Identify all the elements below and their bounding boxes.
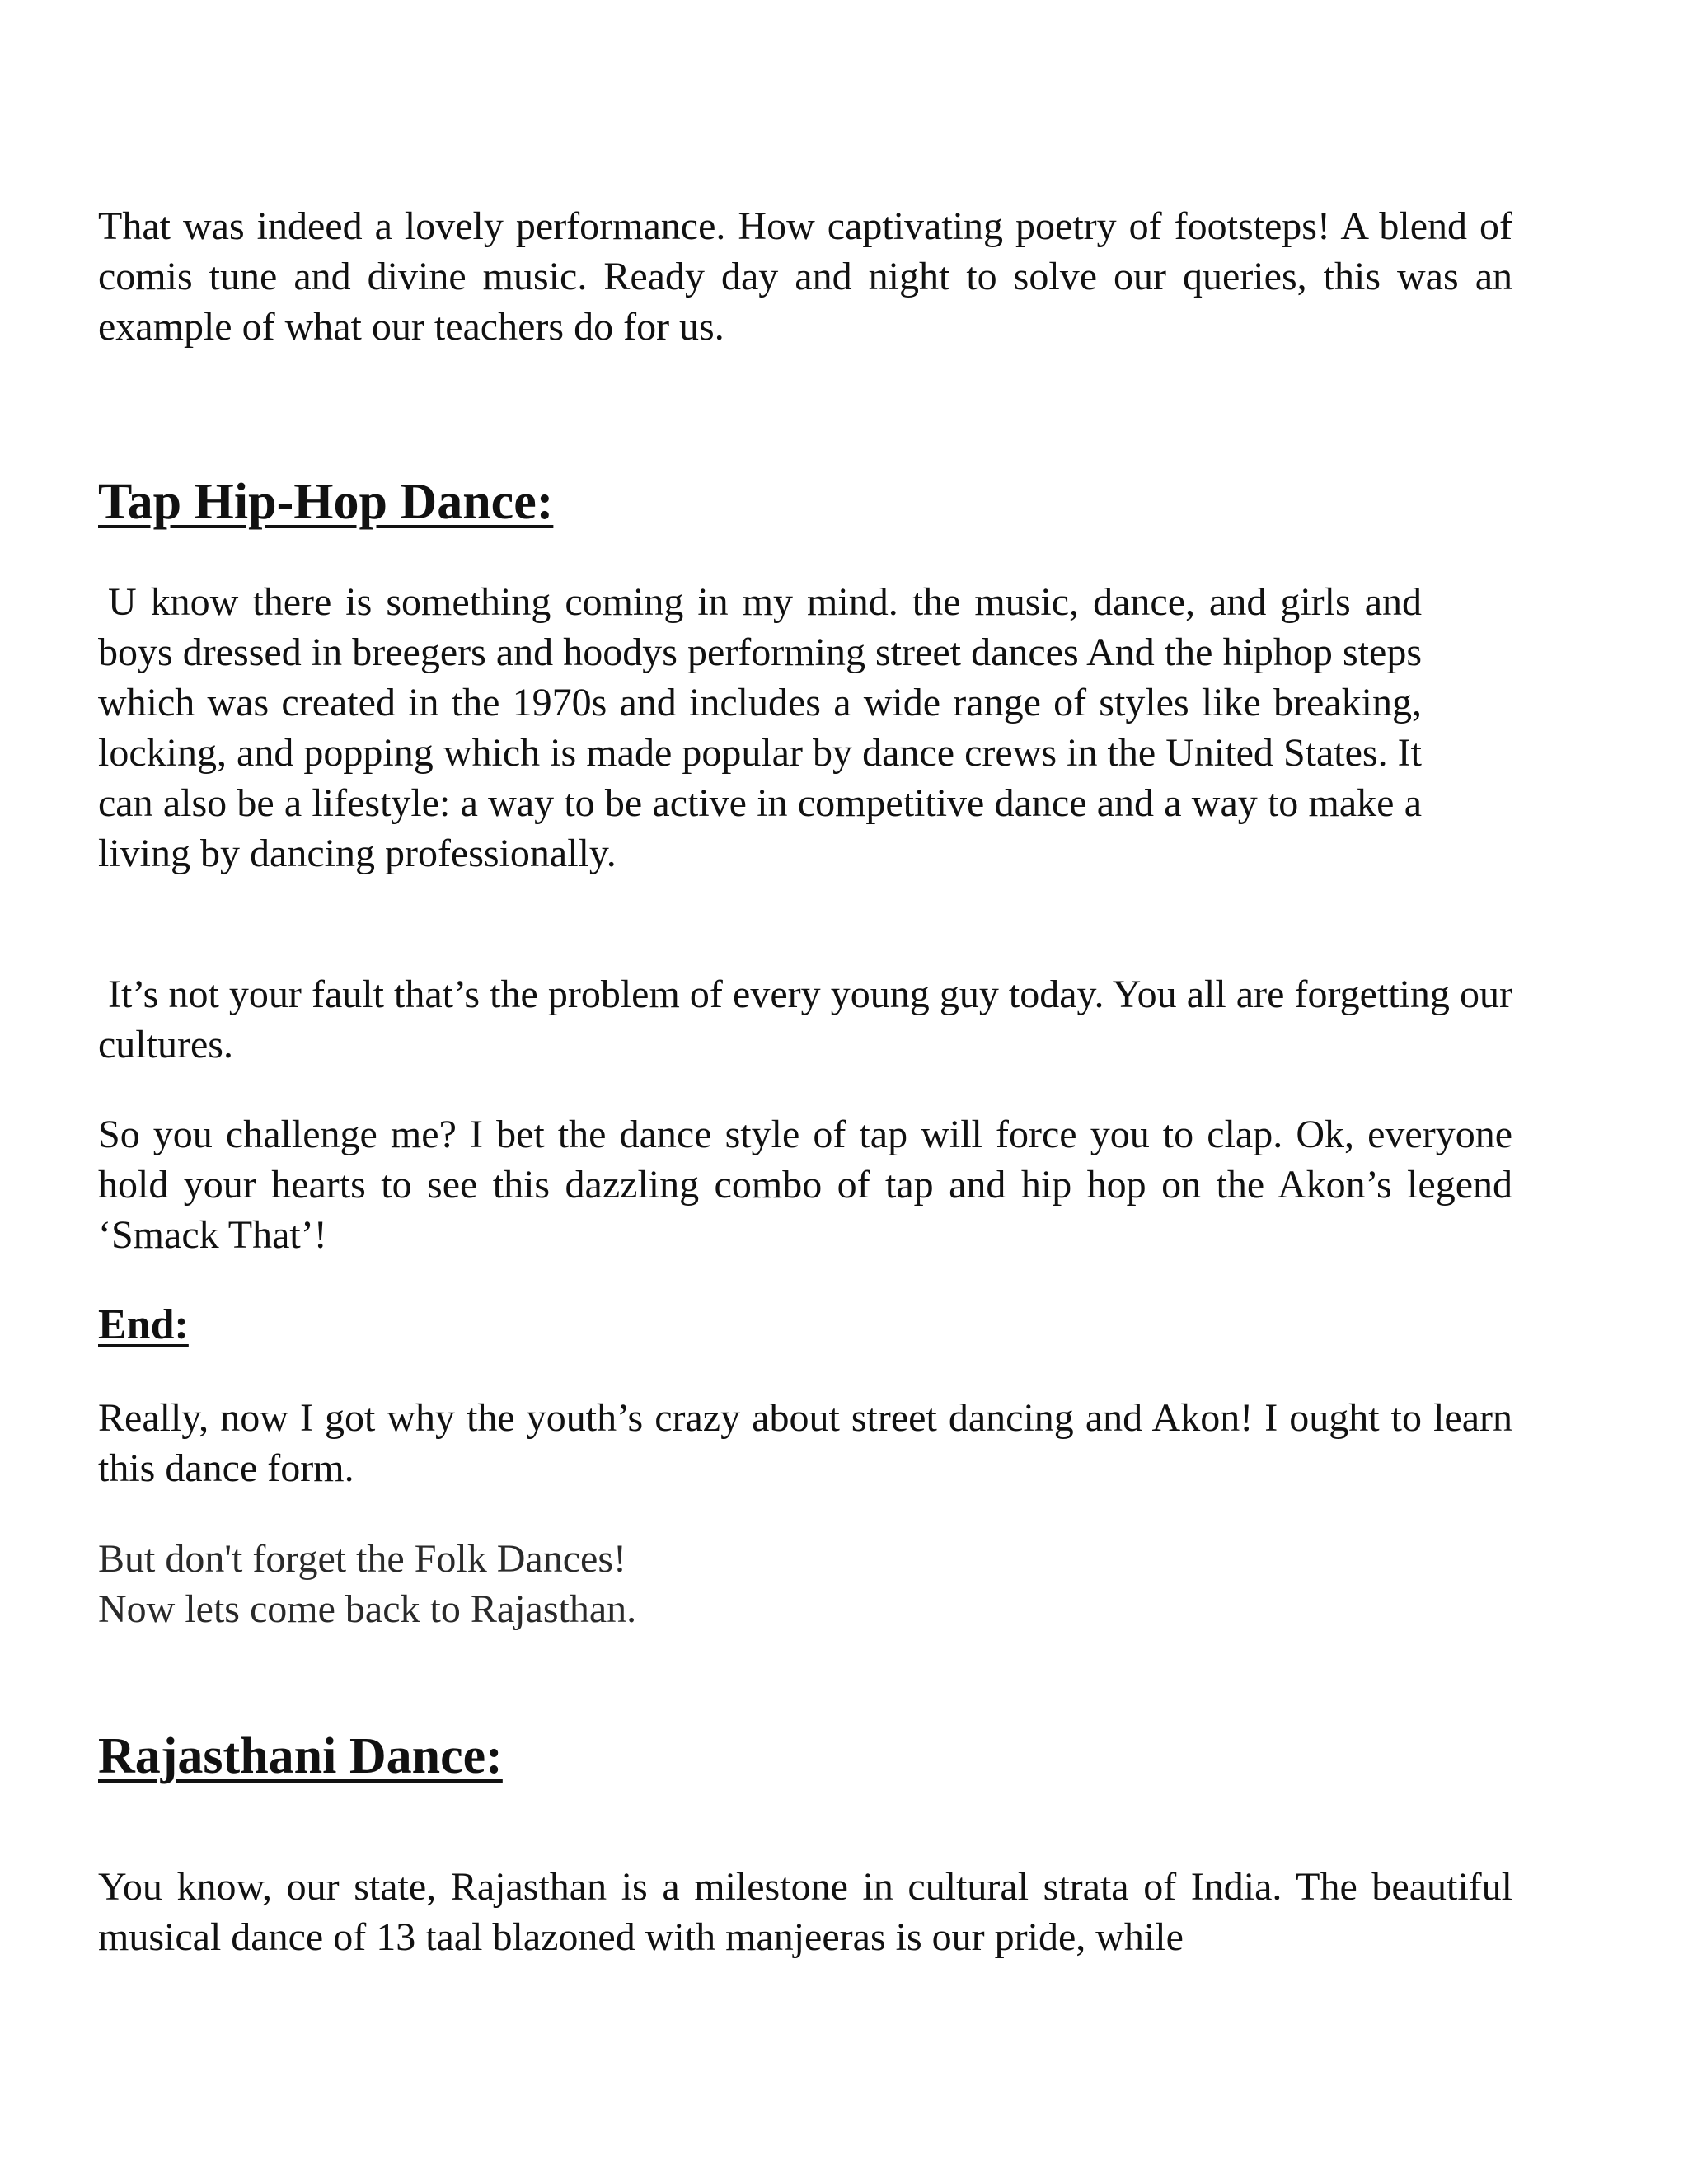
tap-hiphop-paragraph-3: So you challenge me? I bet the dance style of tap will force you to clap. Ok, everyone hold your hearts to see this dazzling combo of tap and hip hop on the Akon’s legend ‘Smack That’! bbox=[98, 1113, 1512, 1257]
folk-dances-line: But don't forget the Folk Dances! bbox=[98, 1537, 626, 1581]
rajasthani-heading: Rajasthani Dance: bbox=[98, 1728, 503, 1784]
rajasthani-paragraph-1: You know, our state, Rajasthan is a milestone in cultural strata of India. The beautiful musical dance of 13 taal blazoned with manjeeras is our pride, while bbox=[98, 1865, 1512, 1959]
tap-hiphop-paragraph-2: It’s not your fault that’s the problem of every young guy today. You all are forgetting our cultures. bbox=[98, 972, 1512, 1066]
end-heading: End: bbox=[98, 1301, 189, 1348]
tap-hiphop-heading: Tap Hip-Hop Dance: bbox=[98, 474, 554, 530]
intro-paragraph: That was indeed a lovely performance. How captivating poetry of footsteps! A blend of comis tune and divine music. Ready day and night to solve our queries, this was an example of what our teachers do for us. bbox=[98, 204, 1512, 349]
end-paragraph-1: Really, now I got why the youth’s crazy about street dancing and Akon! I ought to learn this dance form. bbox=[98, 1396, 1512, 1490]
tap-hiphop-paragraph-1: U know there is something coming in my mind. the music, dance, and girls and boys dressed in breegers and hoodys performing street dances And the hiphop steps which was created in the 1970s and includes a wide range of styles like breaking, locking, and popping which is made popular by dance crews in the United States. It can also be a lifestyle: a way to be active in competitive dance and a way to make a living by dancing professionally. bbox=[98, 580, 1422, 875]
rajasthan-return-line: Now lets come back to Rajasthan. bbox=[98, 1587, 637, 1631]
